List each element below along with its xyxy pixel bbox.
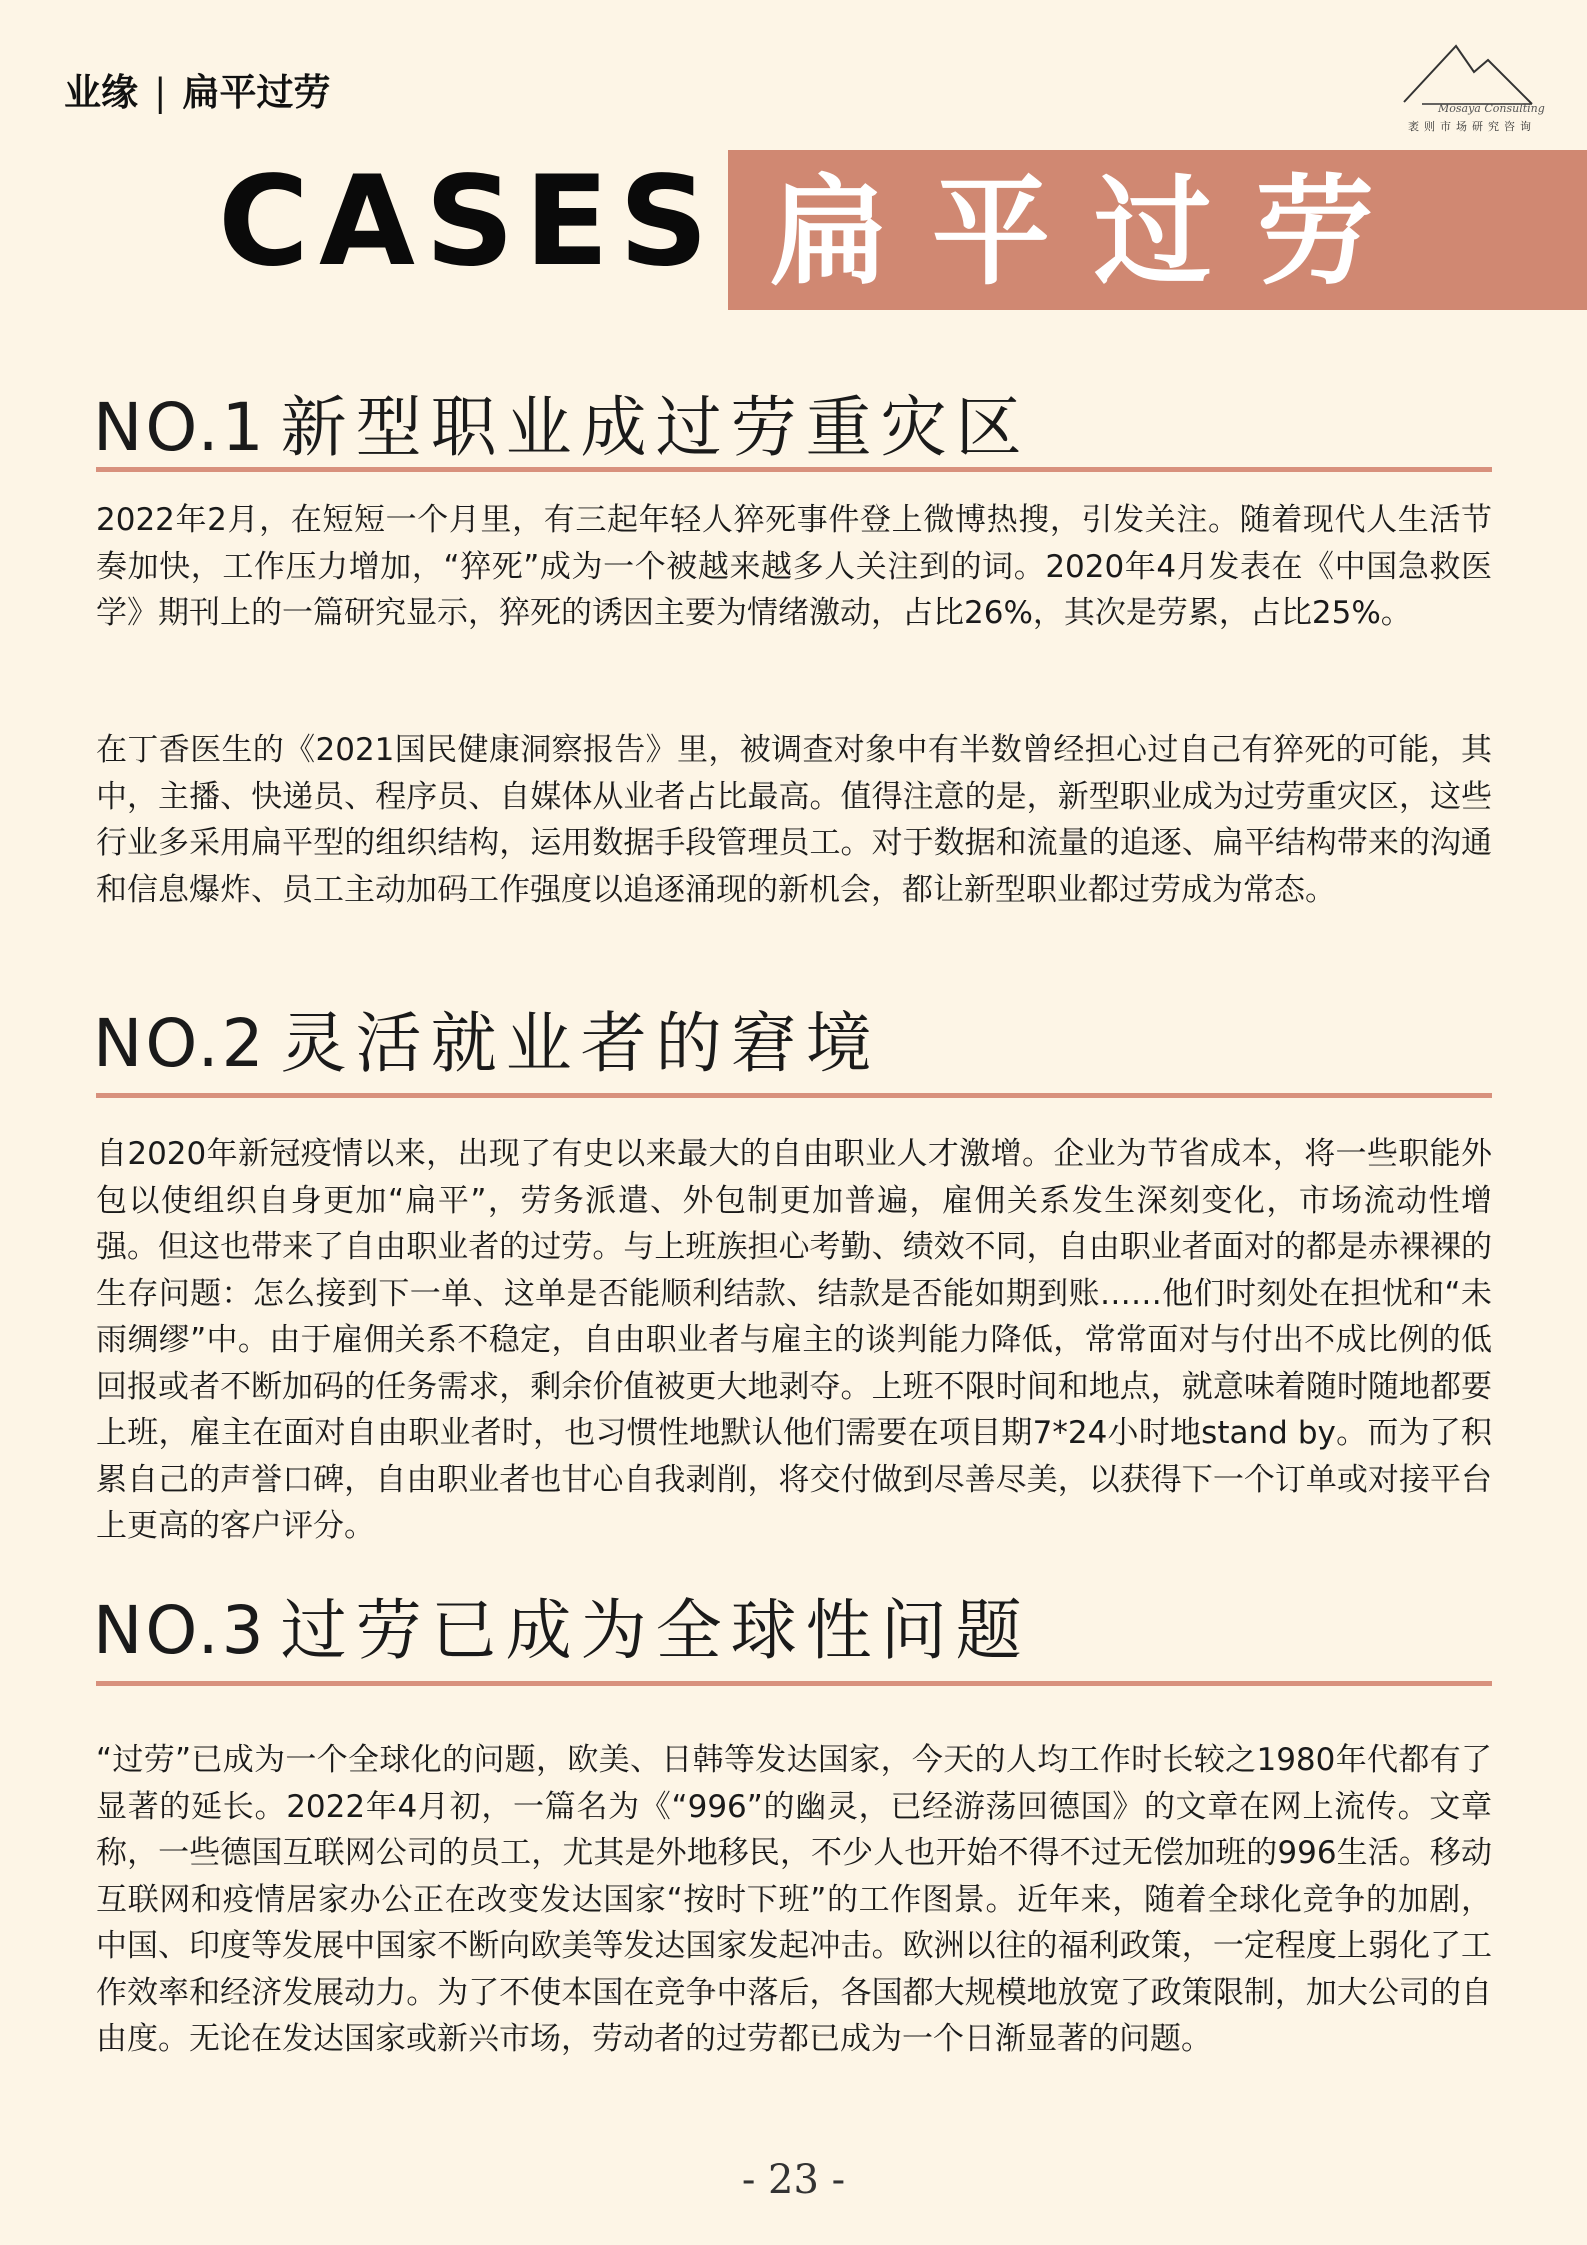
section-3-divider — [96, 1681, 1492, 1686]
title-banner-text: 扁平过劳 — [770, 162, 1419, 301]
section-1-paragraph-1: 2022年2月，在短短一个月里，有三起年轻人猝死事件登上微博热搜，引发关注。随着现代人生活节奏加快，工作压力增加，“猝死”成为一个被越来越多人关注到的词。2020年4月发表在《中国急救医学》期刊上的一篇研究显示，猝死的诱因主要为情绪激动，占比26%，其次是劳累，占比25%。 — [96, 502, 1492, 631]
section-2-heading — [93, 1004, 881, 1083]
section-3-paragraph-1: “过劳”已成为一个全球化的问题，欧美、日韩等发达国家，今天的人均工作时长较之1980年代都有了显著的延长。2022年4月初，一篇名为《“996”的幽灵，已经游荡回德国》的文章在网上流传。文章称，一些德国互联网公司的员工，尤其是外地移民，不少人也开始不得不过无偿加班的996生活。移动互联网和疫情居家办公正在改变发达国家“按时下班”的工作图景。近年来，随着全球化竞争的加剧，中国、印度等发展中国家不断向欧美等发达国家发起冲击。欧洲以往的福利政策，一定程度上弱化了工作效率和经济发展动力。为了不使本国在竞争中落后，各国都大规模地放宽了政策限制，加大公司的自由度。无论在发达国家或新兴市场，劳动者的过劳都已成为一个日渐显著的问题。 — [96, 1742, 1492, 2057]
section-1-title: 新型职业成过劳重灾区 — [280, 389, 1031, 466]
header-topic: 扁平过劳 — [182, 70, 331, 114]
section-1-divider — [96, 467, 1492, 472]
section-1-paragraph-2: 在丁香医生的《2021国民健康洞察报告》里，被调查对象中有半数曾经担心过自己有猝死的可能，其中，主播、快递员、程序员、自媒体从业者占比最高。值得注意的是，新型职业成为过劳重灾区，这些行业多采用扁平型的组织结构，运用数据手段管理员工。对于数据和流量的追逐、扁平结构带来的沟通和信息爆炸、员工主动加码工作强度以追逐涌现的新机会，都让新型职业都过劳成为常态。 — [96, 732, 1492, 908]
section-2-number: NO.2 — [93, 1005, 267, 1082]
cases-heading: CASES — [218, 150, 719, 294]
section-3-number: NO.3 — [93, 1592, 267, 1669]
section-2-paragraph-1: 自2020年新冠疫情以来，出现了有史以来最大的自由职业人才激增。企业为节省成本，将一些职能外包以使组织自身更加“扁平”，劳务派遣、外包制更加普遍，雇佣关系发生深刻变化，市场流动性增强。但这也带来了自由职业者的过劳。与上班族担心考勤、绩效不同，自由职业者面对的都是赤裸裸的生存问题：怎么接到下一单、这单是否能顺利结款、结款是否能如期到账……他们时刻处在担忧和“未雨绸缪”中。由于雇佣关系不稳定，自由职业者与雇主的谈判能力降低，常常面对与付出不成比例的低回报或者不断加码的任务需求，剩余价值被更大地剥夺。上班不限时间和地点，就意味着随时随地都要上班，雇主在面对自由职业者时，也习惯性地默认他们需要在项目期7*24小时地stand by。而为了积累自己的声誉口碑，自由职业者也甘心自我剥削，将交付做到尽善尽美，以获得下一个订单或对接平台上更高的客户评分。 — [96, 1136, 1492, 1544]
section-1-number: NO.1 — [93, 389, 267, 466]
mountain-logo-icon — [1392, 40, 1552, 110]
section-1-heading — [93, 388, 1031, 467]
title-banner — [728, 150, 1587, 310]
page-number: - 23 - — [741, 2157, 846, 2203]
logo-script-text: Mosaya Consulting — [1438, 102, 1545, 115]
section-2-divider — [96, 1093, 1492, 1098]
header-separator: | — [154, 71, 167, 114]
header-label — [64, 62, 330, 116]
company-logo — [1392, 40, 1552, 140]
section-3-title: 过劳已成为全球性问题 — [280, 1592, 1031, 1669]
section-2-title: 灵活就业者的窘境 — [280, 1005, 881, 1082]
header-category: 业缘 — [64, 70, 138, 114]
section-3-heading — [93, 1591, 1031, 1670]
logo-chinese-text: 袤则市场研究咨询 — [1408, 120, 1536, 133]
